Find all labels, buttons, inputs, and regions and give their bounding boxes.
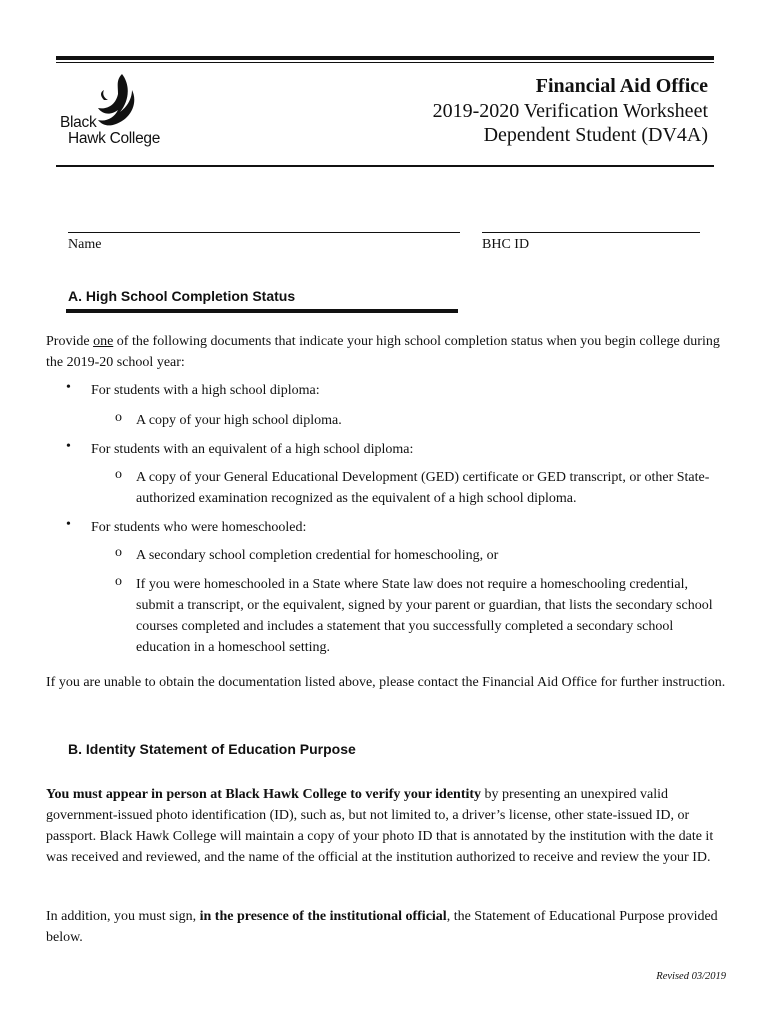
p2-bold: in the presence of the institutional official — [199, 909, 447, 924]
list-item: For students with an equivalent of a high school diploma: — [91, 442, 414, 457]
student-type: Dependent Student (DV4A) — [483, 124, 708, 146]
identity-details: by presenting an unexpired valid government-issued photo identification (ID), such as, but not limited to, a driver’s license, other state-issued ID, or passport. Black Hawk College will maintain a copy of your photo ID that is annotated by the institution with the date it was received and reviewed, and the name of the official at the institution authorized to receive and review the your ID. — [46, 787, 714, 865]
sub-list-item: A copy of your high school diploma. — [136, 413, 342, 428]
intro-underlined: one — [93, 334, 114, 349]
list-item: For students who were homeschooled: — [91, 520, 307, 535]
name-label: Name — [68, 237, 102, 252]
sub-list-item: A secondary school completion credential for homeschooling, or — [136, 548, 499, 563]
section-a-intro — [46, 331, 728, 373]
sub-bullet-icon: o — [115, 574, 122, 589]
bullet-icon: • — [66, 439, 71, 454]
identity-requirement: You must appear in person at Black Hawk College to verify your identity — [46, 787, 482, 802]
section-b-title: B. Identity Statement of Education Purpose — [68, 741, 356, 757]
sub-bullet-icon: o — [115, 467, 122, 482]
logo-text-line1: Black — [60, 114, 97, 131]
section-b-paragraph-2 — [46, 906, 728, 948]
name-field[interactable] — [68, 232, 460, 233]
bullet-icon: • — [66, 517, 71, 532]
section-b-paragraph-1 — [46, 784, 728, 868]
section-a-underline — [66, 309, 458, 313]
header-bottom-rule — [56, 165, 714, 167]
intro-post: of the following documents that indicate your high school completion status when you begin college during the 2019-20 school year: — [46, 334, 720, 370]
section-a-closing: If you are unable to obtain the documentation listed above, please contact the Financial Aid Office for further instruction. — [46, 675, 726, 690]
section-a-title: A. High School Completion Status — [68, 288, 296, 304]
intro-pre: Provide — [46, 334, 94, 349]
sub-bullet-icon: o — [115, 410, 122, 425]
bhc-id-label: BHC ID — [482, 237, 530, 252]
header-rule-thick — [56, 56, 714, 60]
sub-list-item: A copy of your General Educational Development (GED) certificate or GED transcript, or other State-authorized examination recognized as the equivalent of a high school diploma. — [136, 470, 710, 506]
office-title: Financial Aid Office — [535, 75, 708, 97]
header-rule-thin — [56, 62, 714, 63]
p2-post: , the Statement of Educational Purpose provided below. — [46, 909, 718, 945]
logo-text-line2: Hawk College — [68, 130, 161, 147]
p2-pre: In addition, you must sign, — [46, 909, 200, 924]
revised-date: Revised 03/2019 — [656, 971, 726, 982]
worksheet-title: 2019-2020 Verification Worksheet — [432, 100, 708, 122]
bhc-id-field[interactable] — [482, 232, 700, 233]
list-item: For students with a high school diploma: — [91, 383, 320, 398]
sub-bullet-icon: o — [115, 545, 122, 560]
sub-list-item: If you were homeschooled in a State where State law does not require a homeschooling credential, submit a transcript, or the equivalent, signed by your parent or guardian, that lists the secondary school courses completed and includes a statement that you successfully completed a secondary school education in a homeschool setting. — [136, 577, 713, 655]
bullet-icon: • — [66, 380, 71, 395]
